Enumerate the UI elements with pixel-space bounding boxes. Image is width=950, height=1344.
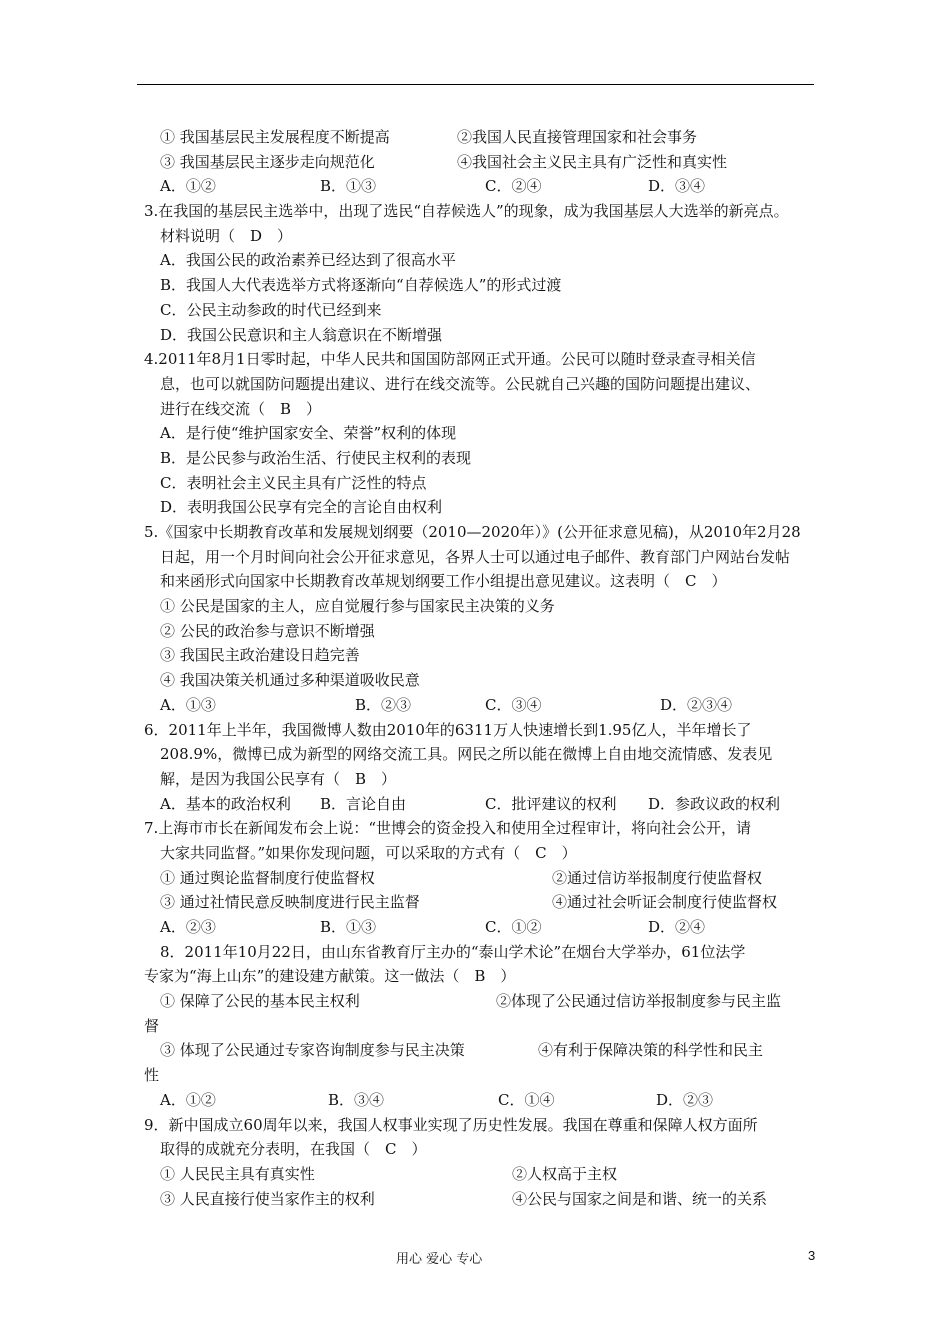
text-line: 日起，用一个月时间向社会公开征求意见，各界人士可以通过电子邮件、教育部门户网站台发帖: [160, 547, 791, 566]
text-line: 取得的成就充分表明，在我国（ C ）: [160, 1140, 427, 1159]
option-item: ③ 通过社情民意反映制度进行民主监督: [160, 893, 420, 912]
text-line: 解，是因为我国公民享有（ B ）: [160, 769, 397, 788]
answer-choices: [160, 915, 850, 940]
question-stem: 7.上海市市长在新闻发布会上说：“世博会的资金投入和使用全过程审计，将向社会公开，请: [144, 819, 751, 838]
option-item: ③ 我国基层民主逐步走向规范化: [160, 152, 375, 171]
text-line: ① 公民是国家的主人，应自觉履行参与国家民主决策的义务: [160, 597, 555, 616]
text-line: 208.9%，微博已成为新型的网络交流工具。网民之所以能在微博上自由地交流情感、发表见: [160, 745, 773, 764]
text-line: A．我国公民的政治素养已经达到了很高水平: [160, 251, 456, 270]
text-line: 督: [144, 1016, 160, 1035]
text-line: ④ 我国决策关机通过多种渠道吸收民意: [160, 671, 420, 690]
answer-choice: C．批评建议的权利: [485, 794, 617, 813]
answer-choice: D．②④: [648, 918, 706, 936]
answer-choice: B．言论自由: [320, 794, 407, 813]
answer-choices: [160, 174, 850, 199]
text-line: A．是行使“维护国家安全、荣誉”权利的体现: [160, 424, 457, 443]
footer-motto: 用心 爱心 专心: [396, 1252, 483, 1267]
text-line: 进行在线交流（ B ）: [160, 399, 322, 418]
option-pair: [160, 150, 850, 175]
option-item: ②通过信访举报制度行使监督权: [552, 868, 763, 887]
answer-choice: B．③④: [328, 1090, 385, 1109]
text-line: 材料说明（ D ）: [160, 226, 293, 245]
option-item: ②我国人民直接管理国家和社会事务: [457, 128, 698, 146]
option-item: ④我国社会主义民主具有广泛性和真实性: [457, 152, 728, 171]
text-line: 和来函形式向国家中长期教育改革规划纲要工作小组提出意见建议。这表明（ C ）: [160, 572, 727, 591]
option-pair: [160, 1038, 850, 1063]
option-pair: [160, 1162, 850, 1187]
question-stem: 4.2011年8月1日零时起，中华人民共和国国防部网正式开通。公民可以随时登录查寻相关信: [144, 350, 756, 369]
option-item: ① 保障了公民的基本民主权利: [160, 992, 360, 1011]
text-line: ③ 我国民主政治建设日趋完善: [160, 646, 360, 665]
option-pair: [160, 1187, 850, 1212]
option-item: ① 我国基层民主发展程度不断提高: [160, 128, 390, 146]
question-stem: 6．2011年上半年，我国微博人数由2010年的6311万人快速增长到1.95亿人，半年增长了: [144, 720, 752, 739]
text-line: D．我国公民意识和主人翁意识在不断增强: [160, 325, 443, 344]
question-stem: 5.《国家中长期教育改革和发展规划纲要（2010—2020年）》(公开征求意见稿)，从2010年2月28: [144, 523, 801, 541]
page-number: 3: [808, 1248, 816, 1263]
answer-choice: D．参政议政的权利: [648, 794, 781, 813]
option-item: ②人权高于主权: [512, 1164, 618, 1183]
option-item: ④有利于保障决策的科学性和民主: [538, 1041, 764, 1060]
option-item: ③ 人民直接行使当家作主的权利: [160, 1189, 375, 1208]
option-item: ① 人民民主具有真实性: [160, 1164, 315, 1183]
option-item: ④通过社会听证会制度行使监督权: [552, 893, 778, 912]
text-line: 专家为“海上山东”的建设建方献策。这一做法（ B ）: [144, 967, 516, 986]
answer-choice: D．③④: [648, 177, 706, 196]
answer-choice: A．①②: [160, 1090, 216, 1109]
text-line: C．表明社会主义民主具有广泛性的特点: [160, 473, 427, 492]
option-pair: [160, 125, 850, 150]
answer-choice: C．③④: [485, 695, 542, 714]
answer-choice: C．①②: [485, 918, 542, 936]
text-line: B．我国人大代表选举方式将逐渐向“自荐候选人”的形式过渡: [160, 276, 562, 295]
answer-choices: [160, 693, 850, 718]
answer-choice: A．①③: [160, 695, 216, 714]
text-line: 大家共同监督。”如果你发现问题，可以采取的方式有（ C ）: [160, 843, 577, 862]
question-stem: 9．新中国成立60周年以来，我国人权事业实现了历史性发展。我国在尊重和保障人权方面所: [144, 1115, 758, 1134]
text-line: 息，也可以就国防问题提出建议、进行在线交流等。公民就自己兴趣的国防问题提出建议、: [160, 374, 761, 393]
answer-choice: B．①③: [320, 918, 377, 936]
answer-choice: D．②③: [656, 1090, 714, 1109]
option-pair: [160, 866, 850, 891]
answer-choice: C．②④: [485, 177, 542, 196]
text-line: D．表明我国公民享有完全的言论自由权利: [160, 498, 443, 517]
answer-choices: [160, 1088, 850, 1113]
header-rule: [137, 84, 814, 85]
question-stem: 3.在我国的基层民主选举中，出现了选民“自荐候选人”的现象，成为我国基层人大选举的新亮点。: [144, 202, 789, 221]
answer-choice: B．②③: [355, 695, 412, 714]
answer-choice: A．基本的政治权利: [160, 794, 291, 813]
text-line: B．是公民参与政治生活、行使民主权利的表现: [160, 448, 472, 467]
answer-choice: D．②③④: [660, 695, 733, 714]
answer-choice: C．①④: [498, 1090, 555, 1109]
option-item: ②体现了公民通过信访举报制度参与民主监: [496, 992, 782, 1011]
option-item: ④公民与国家之间是和谐、统一的关系: [512, 1189, 768, 1208]
answer-choices: [160, 792, 850, 817]
text-line: 性: [144, 1066, 160, 1085]
option-item: ③ 体现了公民通过专家咨询制度参与民主决策: [160, 1041, 465, 1060]
text-line: C．公民主动参政的时代已经到来: [160, 300, 382, 319]
option-pair: [160, 989, 850, 1014]
option-item: ① 通过舆论监督制度行使监督权: [160, 868, 375, 887]
text-line: 8．2011年10月22日，由山东省教育厅主办的“泰山学术论”在烟台大学举办，61位法学: [160, 942, 746, 961]
option-pair: [160, 890, 850, 915]
answer-choice: A．①②: [160, 177, 216, 196]
text-line: ② 公民的政治参与意识不断增强: [160, 621, 375, 640]
document-body: [144, 125, 850, 1211]
answer-choice: B．①③: [320, 177, 377, 196]
answer-choice: A．②③: [160, 918, 216, 936]
